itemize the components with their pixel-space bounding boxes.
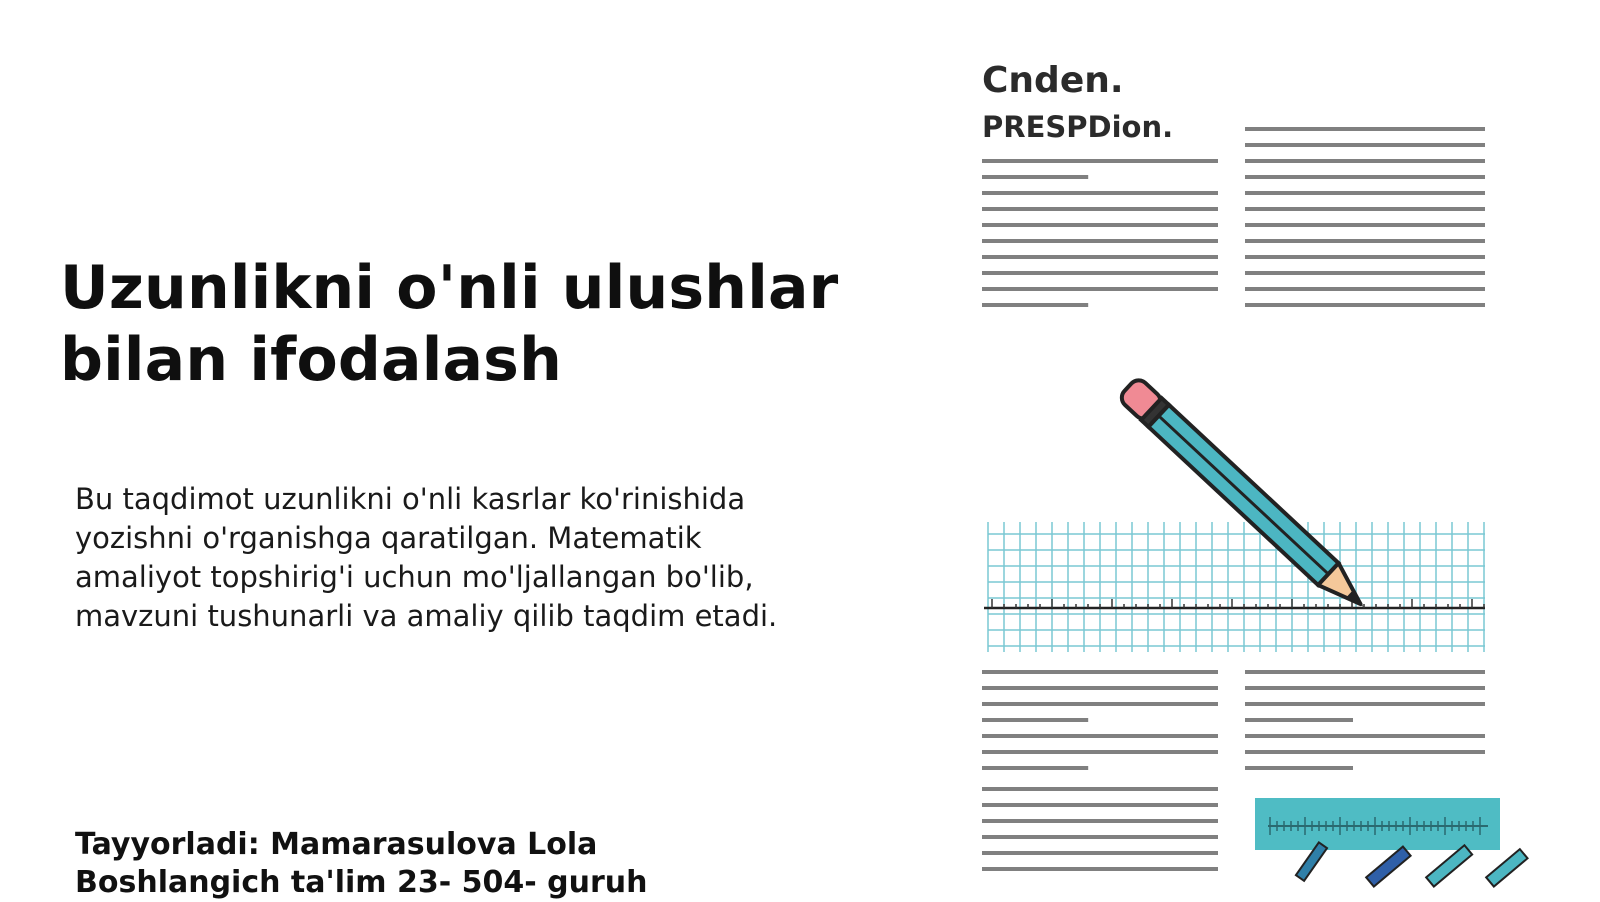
slide-title bbox=[60, 252, 880, 396]
illustration-heading-2: PRESPDion. bbox=[982, 110, 1174, 144]
slide-description: Bu taqdimot uzunlikni o'nli kasrlar ko'rinishida yozishni o'rganishga qaratilgan. Matematik amaliyot topshirig'i uchun mo'ljallangan bo'lib, mavzuni tushunarli va amaliy qilib taqdim etadi. bbox=[75, 482, 778, 633]
title-line-1: Uzunlikni o'nli ulushlar bbox=[60, 253, 839, 323]
illustration-heading-1: Cnden. bbox=[982, 60, 1124, 101]
illustration-image bbox=[900, 0, 1600, 900]
title-line-2: bilan ifodalash bbox=[60, 325, 562, 395]
ruler-icon bbox=[1255, 798, 1500, 850]
author-block bbox=[75, 826, 835, 902]
author-name: Tayyorladi: Mamarasulova Lola bbox=[75, 827, 598, 862]
author-group: Boshlangich ta'lim 23- 504- guruh bbox=[75, 865, 648, 900]
worksheet-illustration bbox=[900, 0, 1600, 900]
graph-paper-grid bbox=[984, 522, 1485, 652]
